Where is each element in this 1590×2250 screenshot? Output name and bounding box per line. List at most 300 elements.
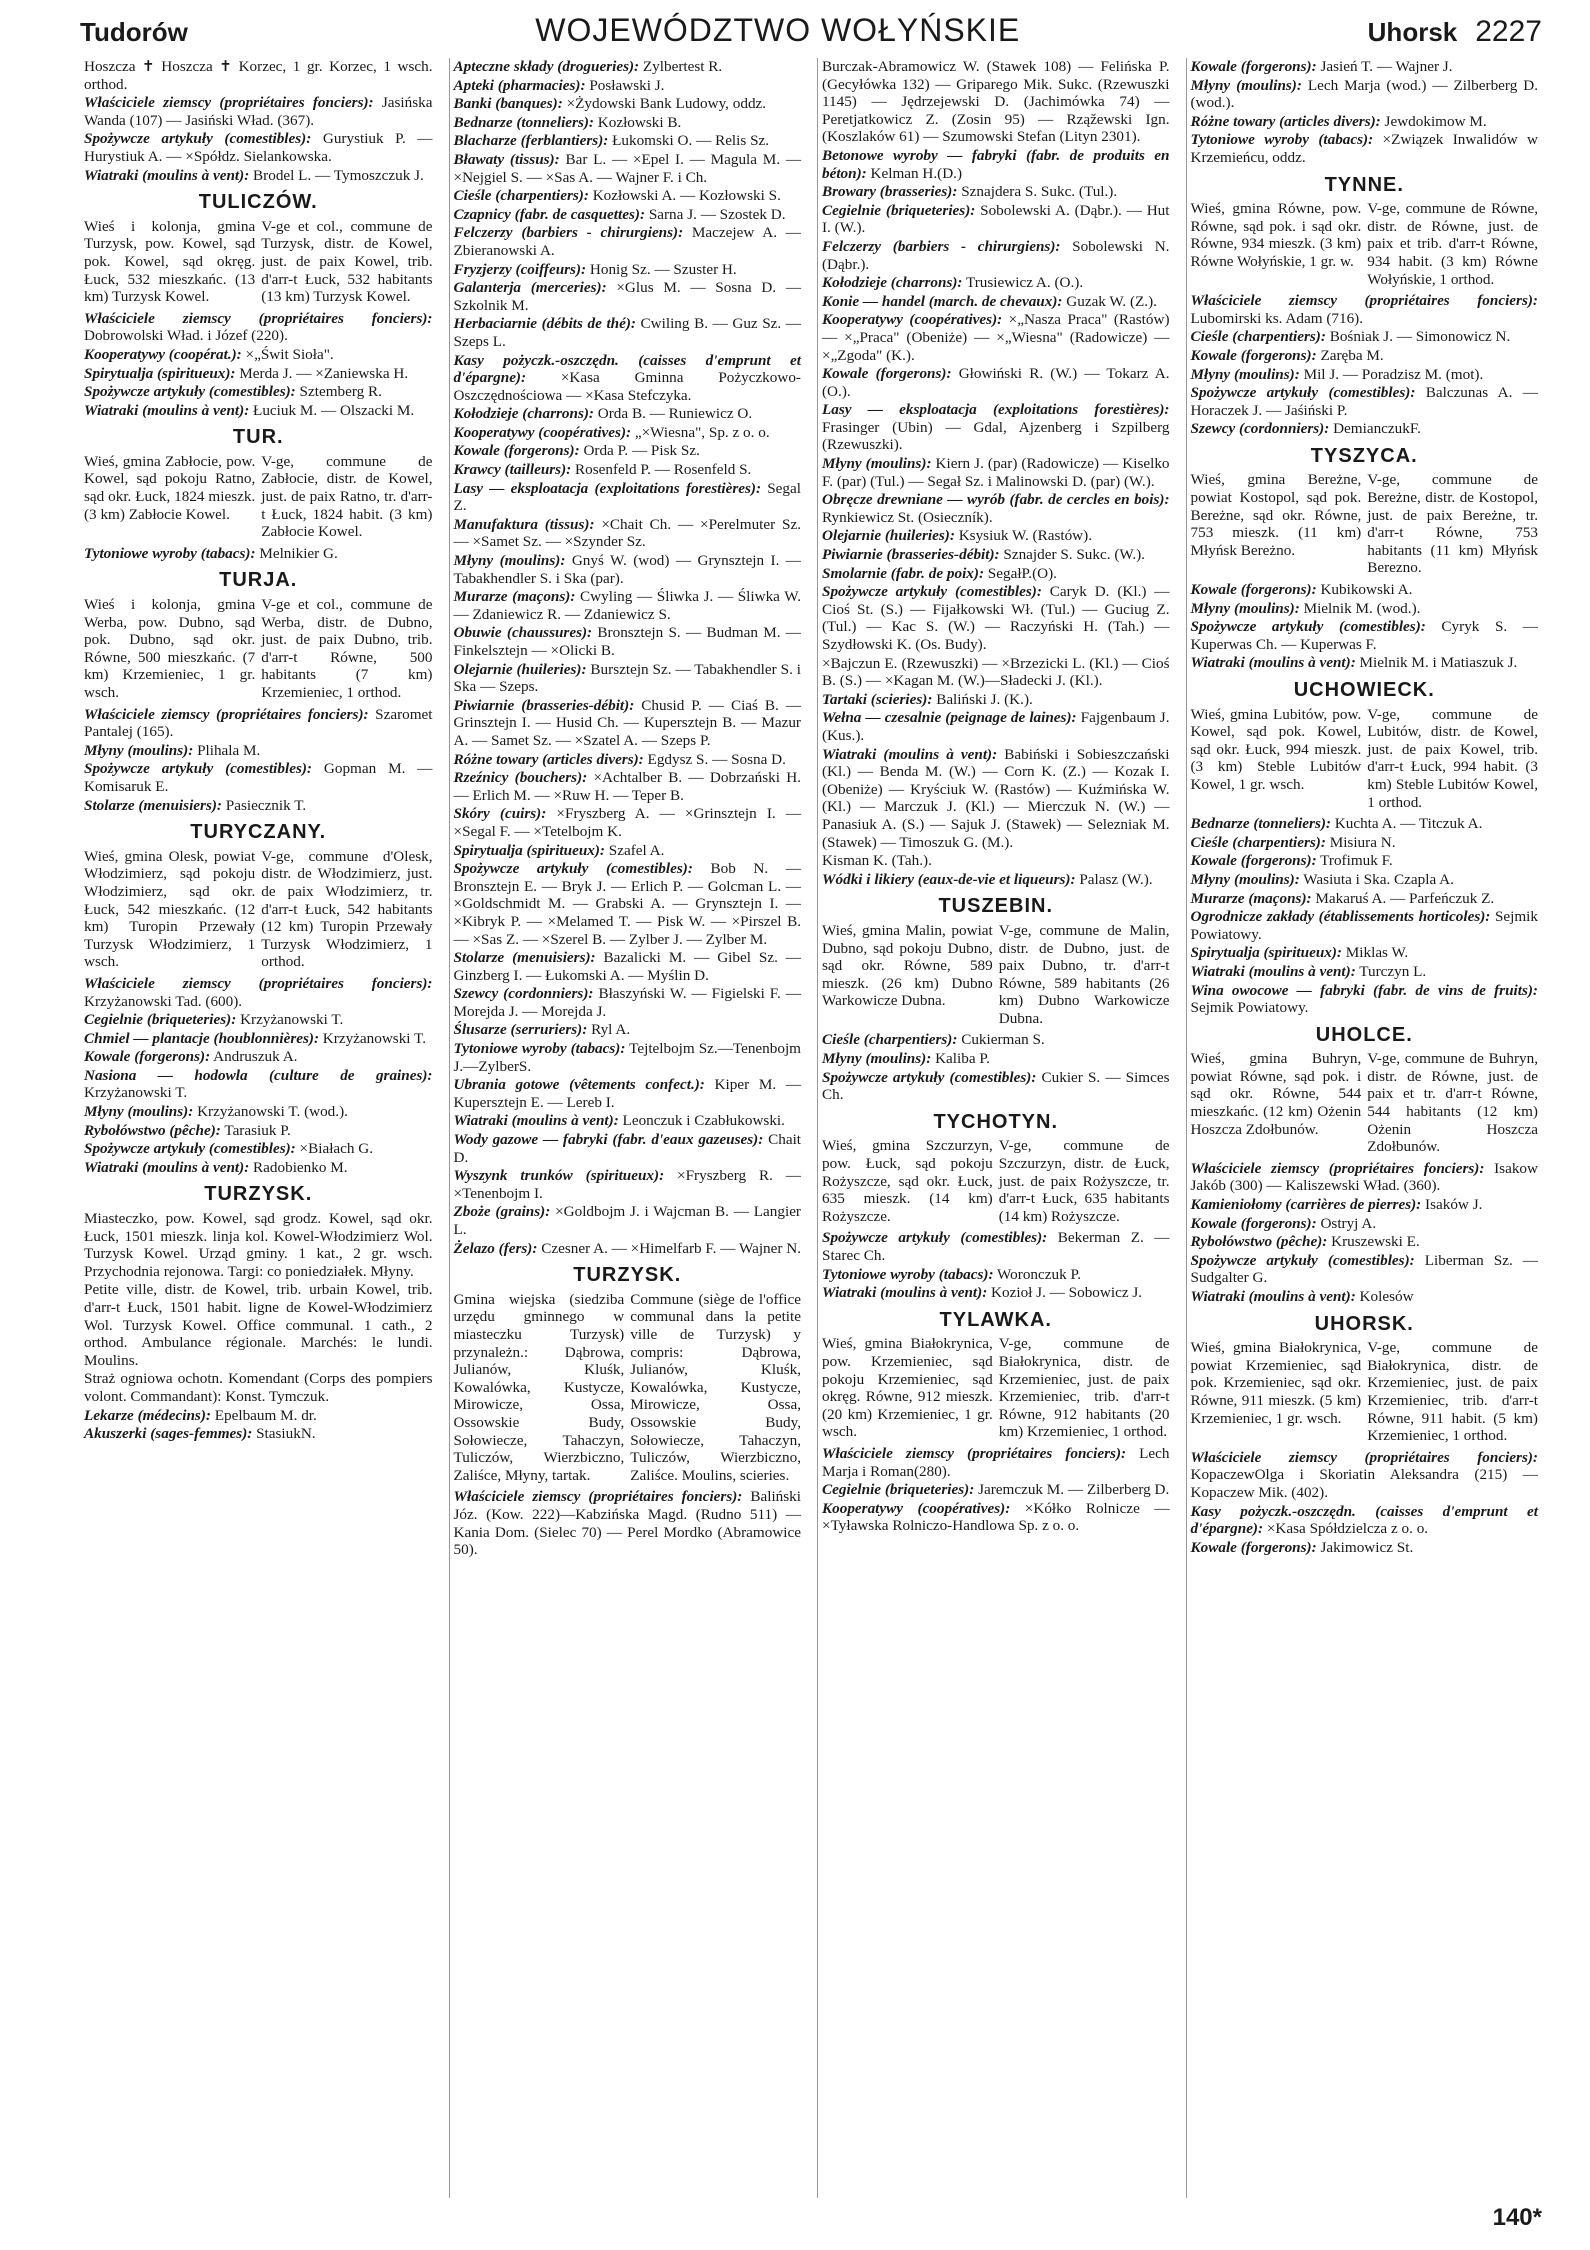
locality-heading: TURZYSK.	[204, 1183, 313, 1206]
trade-category: Obuwie (chaussures):	[453, 624, 593, 642]
directory-entry	[1191, 58, 1539, 76]
directory-entry	[84, 1048, 433, 1066]
running-head-word: Uhorsk	[1367, 17, 1458, 47]
entry-names: Jasień T. — Wajner J.	[1316, 58, 1453, 75]
entry-names: Petite ville, distr. de Kowel, trib. urbain Kowel, trib. d'arr-t Łuck, 1501 habit. ligne de Kowel-Włodzimierz Wol. Turzysk Kowel. Office communal. 1 cath., 2 orthod. Ambulance régionale. Marchés: le lundi. Moulins.	[84, 1281, 433, 1369]
entry-names: Sznajdera S. Sukc. (Tul.).	[957, 183, 1118, 201]
description-polish: Wieś, gmina Malin, powiat Dubno, sąd pokoju Dubno, sąd okr. Równe, 589 mieszk. (26 km) Dubno Warkowicze Dubna.	[822, 921, 993, 1010]
directory-entry	[822, 311, 1170, 364]
locality-heading: TYNNE.	[1324, 173, 1404, 196]
directory-entry	[1191, 328, 1539, 346]
directory-entry	[454, 480, 802, 515]
entry-names: Krzyżanowski Tad. (600).	[84, 992, 243, 1010]
entry-names: Kubikowski A.	[1316, 581, 1413, 599]
entry-names: Ryl A.	[587, 1021, 631, 1039]
entry-names: Mielnik M. i Matiaszuk J.	[1355, 654, 1518, 672]
locality-heading: TULICZÓW.	[198, 191, 318, 214]
trade-category: Olejarnie (huileries):	[453, 660, 587, 678]
trade-category: Tytoniowe wyroby (tabacs):	[453, 1040, 626, 1058]
directory-entry	[84, 797, 433, 815]
directory-entry	[454, 1076, 802, 1111]
trade-category: Wiatraki (moulins à vent):	[822, 745, 998, 763]
entry-names: Sztemberg R.	[295, 383, 382, 401]
trade-category: Czapnicy (fabr. de casquettes):	[453, 205, 646, 223]
entry-names: Tejtelbojm Sz.—Tenenbojm J.—ZylberS.	[453, 1040, 801, 1075]
entry-names: SegałP.(O).	[984, 564, 1057, 582]
directory-entry	[1191, 654, 1539, 672]
directory-entry	[84, 310, 433, 345]
trade-category: Młyny (moulins):	[822, 1050, 932, 1068]
entry-names: Lech Marja (wod.) — Zilberberg D. (wod.).	[1190, 76, 1538, 112]
description-polish: Wieś i kolonja, gmina Turzysk, pow. Kowel, sąd pok. Kowel, sąd okręg. Łuck, 532 mieszkańc. (13 km) Turzysk Kowel.	[84, 217, 256, 306]
entry-names: ×Fryszberg A. — ×Grinsztejn I. — ×Segal F. — ×Tetelbojm K.	[453, 805, 802, 840]
entry-names: ×Fryszberg R. — ×Tenenbojm I.	[453, 1167, 801, 1202]
entry-names: Kiper M. — Kupersztejn E. — Lereb I.	[453, 1076, 801, 1111]
trade-category: Wiatraki (moulins à vent):	[84, 1158, 250, 1176]
trade-category: Cieśle (charpentiers):	[453, 187, 589, 205]
trade-category: Bednarze (tonneliers):	[453, 113, 594, 131]
entry-names: Kisman K. (Tah.).	[822, 852, 932, 870]
entry-names: Frasinger (Ubin) — Gdal, Ajzenberg i Szpilberg (Rzewuszki).	[822, 418, 1170, 454]
directory-entry	[1191, 852, 1539, 870]
trade-category: Olejarnie (huileries):	[822, 527, 955, 545]
entry-names: Lech Marja i Roman(280).	[822, 1444, 1170, 1480]
directory-entry	[454, 352, 802, 405]
trade-category: Felczerzy (barbiers - chirurgiens):	[453, 224, 684, 242]
text-column-4	[1186, 58, 1543, 2198]
entry-names: Sznajder S. Sukc. (W.).	[999, 546, 1145, 564]
trade-category: Spirytualja (spiritueux):	[84, 364, 236, 382]
directory-entry	[84, 365, 433, 383]
trade-category: Wiatraki (moulins à vent):	[84, 166, 250, 184]
directory-entry	[1191, 908, 1539, 943]
entry-names: Kruszewski E.	[1327, 1233, 1420, 1251]
trade-category: Apteczne składy (drogueries):	[453, 58, 640, 75]
trade-category: Tytoniowe wyroby (tabacs):	[822, 1265, 994, 1283]
trade-category: Młyny (moulins):	[453, 552, 566, 570]
trade-category: Rybołówstwo (pêche):	[84, 1121, 221, 1139]
directory-entry	[84, 742, 433, 760]
trade-category: Bławaty (tissus):	[453, 150, 560, 168]
directory-entry	[1191, 1252, 1539, 1287]
trade-category: Kowale (forgerons):	[822, 365, 952, 383]
running-head-left: Tudorów	[80, 17, 188, 47]
directory-entry	[454, 1021, 802, 1039]
directory-entry	[822, 1500, 1170, 1535]
trade-category: Kooperatywy (coopératives):	[453, 423, 632, 441]
entry-names: Jakimowicz St.	[1316, 1538, 1414, 1556]
directory-entry	[454, 95, 802, 113]
entry-names: Bośniak J. — Simonowicz N.	[1325, 328, 1511, 346]
trade-category: Kowale (forgerons):	[1190, 852, 1317, 870]
directory-entry	[454, 77, 802, 95]
directory-entry	[822, 1229, 1170, 1264]
directory-entry	[822, 293, 1170, 311]
directory-entry	[822, 183, 1170, 201]
trade-category: Ogrodnicze zakłady (établissements horticoles):	[1190, 908, 1491, 926]
entry-names: Kozioł J. — Sobowicz J.	[987, 1284, 1143, 1302]
entry-names: Cyryk S. — Kuperwas Ch. — Kuperwas F.	[1190, 618, 1538, 653]
entry-names: Rosenfeld P. — Rosenfeld S.	[571, 461, 752, 479]
entry-names: Caryk D. (Kl.) — Cioś St. (S.) — Fijałkowski Wł. (Tul.) — Guciug Z. (Tul.) — Kac S. (W.) — Raczyński H. (Tah.) — Szydłowski K. (Os. Budy).	[822, 583, 1170, 653]
description-french: V-ge, commune de Białokrynica, distr. de Krzemieniec, just. de paix Krzemieniec, trib. d'arr-t Równe, 912 habitants (20 km) Krzemieniec, 1 orthod.	[998, 1335, 1170, 1441]
trade-category: Cegielnie (briqueteries):	[84, 1011, 237, 1029]
directory-entry	[454, 751, 802, 769]
trade-category: Cegielnie (briqueteries):	[822, 201, 976, 219]
entry-names: Palasz (W.).	[1075, 870, 1153, 888]
description-polish: Wieś, gmina Bereżne, powiat Kostopol, sąd pok. Bereżne, sąd okr. Równe, 753 mieszk. (11 km) Młyńsk Bereżno.	[1190, 471, 1362, 559]
entry-names: Krzyżanowski T.	[84, 1084, 188, 1102]
entry-names: Isaków J.	[1421, 1196, 1483, 1214]
trade-category: Właściciele ziemscy (propriétaires fonciers):	[1190, 292, 1538, 310]
directory-entry	[454, 516, 802, 551]
entry-names: Krzyżanowski T.	[236, 1011, 344, 1029]
locality-description	[822, 922, 1170, 1028]
trade-category: Tytoniowe wyroby (tabacs):	[1190, 131, 1374, 149]
directory-entry	[1191, 1233, 1539, 1251]
entry-names: Makaruś A. — Parfeńczuk Z.	[1311, 889, 1495, 907]
trade-category: Cieśle (charpentiers):	[1190, 833, 1326, 851]
trade-category: Właściciele ziemscy (propriétaires fonciers):	[84, 309, 433, 327]
entry-names: Liberman Sz. — Sudgalter G.	[1190, 1251, 1538, 1287]
directory-entry	[1191, 1503, 1539, 1538]
trade-category: Kowale (forgerons):	[453, 442, 580, 460]
trade-category: Kamieniołomy (carrières de pierres):	[1190, 1196, 1422, 1214]
trade-category: Betonowe wyroby — fabryki (fabr. de produits en béton):	[822, 146, 1170, 182]
directory-entry	[822, 202, 1170, 237]
trade-category: Zboże (grains):	[453, 1203, 551, 1221]
entry-names: Ostryj A.	[1316, 1214, 1377, 1232]
directory-entry	[454, 985, 802, 1020]
directory-entry	[84, 1281, 433, 1369]
description-french: V-ge, commune de Białokrynica, distr. de Krzemieniec, just. de paix Krzemieniec, trib. d'arr-t Równe, 911 habit. (5 km) Krzemieniec, 1 orthod.	[1367, 1339, 1538, 1445]
entry-names: Guzak W. (Z.).	[1062, 292, 1157, 310]
directory-entry	[822, 546, 1170, 564]
entry-names: Bursztejn Sz. — Tabakhendler S. i Ska — Szeps.	[453, 660, 801, 696]
directory-entry	[84, 1159, 433, 1177]
description-polish: Wieś, gmina Białokrynica, powiat Krzemieniec, sąd pok. Krzemieniec, sąd okr. Równe, 911 mieszk. (5 km) Krzemieniec, 1 gr. wsch.	[1190, 1339, 1362, 1427]
directory-entry	[822, 655, 1170, 690]
entry-names: Epelbaum M. dr.	[210, 1406, 317, 1424]
trade-category: Spożywcze artykuły (comestibles):	[822, 1068, 1037, 1086]
directory-entry	[822, 1481, 1170, 1499]
trade-category: Manufaktura (tissus):	[453, 515, 595, 533]
directory-entry	[454, 805, 802, 840]
directory-entry	[454, 860, 802, 948]
description-french: Commune (siège de l'office communal dans la petite ville de Turzysk) y compris: Dąbrowa, Julianów, Kluśk, Kowalówka, Kustycze, Mirowicze, Ossa, Ossowskie Budy, Sołowiecze, Tahaczyn, Tuliczów, Wierzbiczno, Zaliśce. Moulins, scieries.	[630, 1290, 801, 1484]
directory-entry	[1191, 600, 1539, 618]
directory-entry	[822, 583, 1170, 653]
entry-names: ×Goldbojm J. i Wajcman B. — Langier L.	[453, 1203, 801, 1238]
directory-entry	[454, 206, 802, 224]
description-polish: Wieś, gmina Zabłocie, pow. Kowel, sąd pokoju Ratno, sąd okr. Łuck, 1824 mieszk. (3 km) Zabłocie Kowel.	[84, 452, 256, 523]
entry-names: Kolesów	[1355, 1288, 1414, 1305]
description-french: V-ge, commune de Malin, distr. de Dubno, just. de paix Dubno, tr. d'arr-t Równe, 589 habitants (26 km) Dubno Warkowicze Dubna.	[998, 921, 1170, 1027]
directory-entry	[1191, 1215, 1539, 1233]
trade-category: Kooperatywy (coopératives):	[822, 311, 1003, 329]
locality-heading: UCHOWIECK.	[1293, 679, 1435, 701]
entry-names: Trusiewicz A. (O.).	[962, 274, 1084, 292]
trade-category: Spożywcze artykuły (comestibles):	[1190, 1251, 1415, 1269]
directory-entry	[1191, 384, 1539, 419]
trade-category: Młyny (moulins):	[84, 741, 194, 759]
directory-entry	[822, 1445, 1170, 1480]
trade-category: Galanterja (merceries):	[453, 279, 607, 297]
trade-category: Kowale (forgerons):	[84, 1048, 211, 1066]
entry-names: Sobolewski N. (Dąbr.).	[822, 237, 1170, 273]
page-header	[80, 12, 1542, 58]
directory-entry	[84, 1011, 433, 1029]
entry-names: Bob N. — Bronsztejn E. — Bryk J. — Erlich P. — Golcman L. — ×Goldschmidt M. — Grabski A. — Grynsztejn I. — ×Kibryk P. — ×Melamed T. — Pisk W. — ×Pirszel B. — ×Sas Z. — ×Szerel B. — Zylber J. — Zylber M.	[453, 860, 801, 948]
trade-category: Wiatraki (moulins à vent):	[453, 1112, 619, 1130]
trade-category: Spożywcze artykuły (comestibles):	[1190, 618, 1426, 636]
locality-heading: TYCHOTYN.	[933, 1110, 1059, 1133]
directory-entry	[454, 224, 802, 259]
description-polish: Wieś, gmina Równe, pow. Równe, sąd pok. i sąd okr. Równe, 934 mieszk. (3 km) Równe Wołyńskie, 1 gr. w.	[1190, 200, 1362, 270]
trade-category: Chmiel — plantacje (houblonnières):	[84, 1029, 319, 1047]
directory-entry	[822, 1069, 1170, 1104]
directory-entry	[84, 402, 433, 420]
entry-names: Kiern J. (par) (Radowicze) — Kiselko F. (par) (Tul.) — Segał Sz. i Malinowski D. (par) (W.).	[822, 455, 1170, 490]
locality-description	[84, 848, 433, 971]
directory-entry	[454, 552, 802, 587]
trade-category: Fryzjerzy (coiffeurs):	[453, 260, 587, 278]
directory-entry	[822, 527, 1170, 545]
trade-category: Kołodzieje (charrons):	[822, 274, 963, 292]
entry-names: Baliński J. (K.).	[932, 690, 1033, 708]
directory-entry	[822, 274, 1170, 292]
trade-category: Szewcy (cordonniers):	[453, 985, 594, 1003]
trade-category: Młyny (moulins):	[1190, 599, 1300, 617]
directory-entry	[84, 1407, 433, 1425]
directory-entry	[454, 442, 802, 460]
trade-category: Młyny (moulins):	[1190, 870, 1300, 888]
directory-entry	[1191, 113, 1539, 131]
trade-category: Młyny (moulins):	[1190, 365, 1300, 383]
directory-entry	[454, 424, 802, 442]
locality-description	[84, 453, 433, 541]
directory-entry	[1191, 1288, 1539, 1306]
description-french: V-ge, commune de Bereżne, distr. de Kostopol, just. de paix Bereżne, tr. d'arr-t Równe, 753 habitants (11 km) Młyńsk Berezno.	[1367, 471, 1538, 577]
entry-names: Miklas W.	[1341, 944, 1409, 962]
entry-names: Zaręba M.	[1316, 346, 1384, 364]
trade-category: Blacharze (ferblantiers):	[453, 132, 609, 150]
description-polish: Wieś, gmina Lubitów, pow. Kowel, sąd pok. Kowel, sąd okr. Łuck, 994 mieszk. (3 km) Steble Lubitów Kowel, 1 gr. wsch.	[1190, 705, 1362, 793]
entry-names: Lubomirski ks. Adam (716).	[1190, 309, 1364, 327]
directory-entry	[454, 1488, 802, 1558]
locality-description	[822, 1335, 1170, 1441]
trade-category: Stolarze (menuisiers):	[453, 949, 596, 967]
directory-entry	[84, 975, 433, 1010]
trade-category: Spożywcze artykuły (comestibles):	[84, 760, 312, 778]
entry-names: ×Związek Inwalidów w Krzemieńcu, oddz.	[1190, 131, 1538, 166]
entry-names: ×Kasa Gminna Pożyczkowo-Oszczędnościowa — ×Kasa Stefczyka.	[453, 369, 801, 404]
entry-names: Głowiński R. (W.) — Tokarz A. (O.).	[822, 365, 1170, 400]
entry-names: Radobienko M.	[249, 1158, 348, 1176]
entry-names: Burczak-Abramowicz W. (Stawek 108) — Felińska P. (Gecyłówka 132) — Griparego Mik. Sukc. (Rzewuszki 1145) — Jędrzejewski D. (Jachimówka 74) — Peretjatkowicz Z. (Zosin 95) — Rząžewski Ign. (Koszlaków 61) — Szumowski Stefan (Lityn 2301).	[822, 58, 1170, 146]
directory-entry	[454, 588, 802, 623]
entry-names: Tarasiuk P.	[220, 1121, 291, 1139]
directory-entry	[454, 58, 802, 76]
entry-names: Trofimuk F.	[1316, 852, 1393, 870]
entry-names: Plihala M.	[193, 741, 261, 759]
entry-names: Mil J. — Poradzisz M. (mot).	[1299, 365, 1484, 383]
trade-category: Lasy — eksploatacja (exploitations forestières):	[453, 479, 762, 497]
trade-category: Browary (brasseries):	[822, 183, 958, 201]
entry-names: Cukierman S.	[957, 1031, 1045, 1049]
locality-description	[1191, 471, 1539, 577]
trade-category: Spożywcze artykuły (comestibles):	[822, 583, 1042, 601]
directory-entry	[84, 1425, 433, 1443]
trade-category: Smolarnie (fabr. de poix):	[822, 564, 984, 582]
trade-category: Piwiarnie (brasseries-débit):	[453, 696, 635, 714]
directory-entry	[454, 1131, 802, 1166]
trade-category: Herbaciarnie (débits de thé):	[453, 315, 636, 333]
trade-category: Konie — handel (march. de chevaux):	[822, 292, 1063, 310]
trade-category: Ubrania gotowe (vêtements confect.):	[453, 1076, 705, 1094]
trade-category: Spożywcze artykuły (comestibles):	[84, 383, 296, 401]
description-french: V-ge, commune d'Olesk, distr. de Włodzimierz, just. de paix Włodzimierz, tr. d'arr-t Łuck, 542 habitants (12 km) Turopin Przewały Turzysk Włodzimierz, 1 orthod.	[261, 847, 433, 971]
directory-columns	[80, 58, 1542, 2198]
trade-category: Kowale (forgerons):	[1190, 1214, 1317, 1232]
trade-category: Spirytualja (spiritueux):	[453, 841, 605, 859]
trade-category: Tytoniowe wyroby (tabacs):	[84, 544, 256, 562]
trade-category: Ślusarze (serruriers):	[453, 1021, 588, 1039]
entry-names: Dobrowolski Wład. i Józef (220).	[84, 327, 288, 345]
locality-heading: TURZYSK.	[573, 1264, 682, 1287]
directory-entry	[1191, 1539, 1539, 1557]
entry-names: Melnikier G.	[255, 544, 338, 562]
locality-heading: UHORSK.	[1314, 1312, 1414, 1335]
trade-category: Właściciele ziemscy (propriétaires fonciers):	[822, 1444, 1127, 1462]
entry-names: Zylbertest R.	[639, 58, 723, 75]
locality-heading: TURYCZANY.	[190, 821, 327, 844]
directory-entry	[84, 545, 433, 563]
directory-entry	[1191, 1160, 1539, 1195]
trade-category: Spirytualja (spiritueux):	[1190, 944, 1342, 962]
entry-names: DemianczukF.	[1329, 420, 1421, 438]
entry-names: ×Glus M. — Sosna D. — Szkolnik M.	[453, 279, 802, 314]
trade-category: Wiatraki (moulins à vent):	[1190, 1288, 1356, 1305]
directory-entry	[1191, 890, 1539, 908]
entry-names: Honig Sz. — Szuster H.	[586, 260, 737, 278]
entry-names: Bekerman Z. — Starec Ch.	[822, 1229, 1170, 1264]
trade-category: Wódki i likiery (eaux-de-vie et liqueurs):	[822, 870, 1076, 888]
trade-category: Rzeźnicy (bouchers):	[453, 769, 588, 787]
locality-description	[84, 596, 433, 702]
directory-entry	[454, 151, 802, 186]
directory-entry	[1191, 77, 1539, 112]
trade-category: Młyny (moulins):	[1190, 76, 1302, 94]
entry-names: StasiukN.	[252, 1425, 316, 1443]
directory-entry	[454, 842, 802, 860]
directory-entry	[454, 261, 802, 279]
trade-category: Lekarze (médecins):	[84, 1406, 211, 1424]
entry-names: Szaromet Pantalej (165).	[84, 705, 433, 741]
entry-names: Turczyn L.	[1355, 962, 1427, 980]
entry-names: „×Wiesna", Sp. z o. o.	[631, 423, 770, 441]
locality-description	[84, 218, 433, 306]
entry-names: Cwyling — Śliwka J. — Śliwka W. — Zdaniewicz R. — Zdaniewicz S.	[453, 588, 801, 623]
entry-names: Balczunas A. — Horaczek J. — Jaśiński P.	[1190, 384, 1538, 419]
entry-names: Orda P. — Pisk Sz.	[579, 442, 700, 460]
entry-names: ×Białach G.	[295, 1140, 374, 1158]
directory-entry	[454, 315, 802, 350]
entry-names: Isakow Jakób (300) — Kaliszewski Wład. (360).	[1190, 1159, 1538, 1195]
directory-entry	[84, 58, 433, 93]
entry-names: Kuchta A. — Titczuk A.	[1330, 815, 1483, 833]
entry-names: ×Achtalber B. — Dobrzański H. — Erlich M. — ×Ruw H. — Teper B.	[453, 769, 801, 804]
trade-category: Różne towary (articles divers):	[1190, 112, 1381, 130]
directory-entry	[454, 279, 802, 314]
trade-category: Właściciele ziemscy (propriétaires fonciers):	[84, 94, 374, 112]
trade-category: Obręcze drewniane — wyrób (fabr. de cercles en bois):	[822, 491, 1170, 509]
trade-category: Nasiona — hodowla (culture de graines):	[84, 1066, 433, 1084]
locality-description	[822, 1137, 1170, 1225]
directory-entry	[822, 58, 1170, 146]
locality-heading: TUSZEBIN.	[938, 895, 1054, 918]
directory-entry	[84, 94, 433, 129]
trade-category: Cegielnie (briqueteries):	[822, 1481, 975, 1499]
description-polish: Wieś, gmina Białokrynica, pow. Krzemieniec, sąd pokoju Krzemieniec, sąd okręg. Równe, 912 mieszk. (20 km) Krzemieniec, 1 gr. wsch.	[822, 1335, 993, 1441]
directory-entry	[822, 1050, 1170, 1068]
entry-names: Maczejew A. — Zbieranowski A.	[453, 224, 801, 259]
trade-category: Właściciele ziemscy (propriétaires fonciers):	[453, 1488, 743, 1506]
directory-entry	[1191, 581, 1539, 599]
entry-names: Szafel A.	[604, 841, 665, 859]
page-signature: 140*	[1492, 2204, 1542, 2231]
directory-entry	[454, 405, 802, 423]
entry-names: Miasteczko, pow. Kowel, sąd grodz. Kowel, sąd okr. Łuck, 1501 mieszk. linja kol. Kowel-Włodzimierz Wol. Turzysk Kowel. Urząd gminy. 1 kat., 2 gr. wsch. Przychodnia rejonowa. Targi: co poniedziałek. Młyny.	[84, 1210, 433, 1280]
description-french: V-ge, commune de Zabłocie, distr. de Kowel, just. de paix Ratno, tr. d'arr-t Łuck, 1824 habit. (3 km) Zabłocie Kowel.	[261, 452, 433, 541]
trade-category: Cieśle (charpentiers):	[822, 1031, 958, 1049]
entry-names: Misiura N.	[1325, 833, 1396, 851]
entry-names: Babiński i Sobieszczański (Kl.) — Bendа M. (W.) — Corn K. (Z.) — Kozak I. (Obeniże) — Kryściuk W. (Rastów) — Kuźmińska W. (Kl.) — Marczuk J. (Kl.) — Mierczuk N. (W.) — Panasiuk A. (S.) — Sajuk J. (Stawek) — Selezniak M. (Stawek) — Timoszuk G. (M.).	[822, 745, 1170, 851]
text-column-1	[80, 58, 437, 2198]
trade-category: Krawcy (tailleurs):	[453, 461, 572, 479]
entry-names: Łuciuk M. — Olszacki M.	[249, 401, 415, 419]
trade-category: Właściciele ziemscy (propriétaires fonciers):	[84, 974, 433, 992]
directory-entry	[1191, 944, 1539, 962]
entry-names: Bronsztejn S. — Budman M. — Finkelsztejn — ×Olicki B.	[453, 624, 801, 659]
trade-category: Spożywcze artykuły (comestibles):	[84, 130, 312, 148]
directory-entry	[454, 132, 802, 150]
directory-entry	[1191, 815, 1539, 833]
entry-names: Wasiuta i Ska. Czapla A.	[1299, 870, 1454, 888]
trade-category: Apteki (pharmacies):	[453, 76, 586, 94]
entry-names: Chait D.	[453, 1131, 802, 1166]
directory-entry	[84, 1030, 433, 1048]
entry-names: Hoszcza ✝ Hoszcza ✝ Korzec, 1 gr. Korzec, 1 wsch. orthod.	[84, 58, 433, 93]
directory-entry	[84, 1122, 433, 1140]
directory-entry	[822, 1284, 1170, 1302]
trade-category: Szewcy (cordonniers):	[1190, 420, 1330, 438]
running-head-right	[1368, 15, 1542, 49]
description-french: V-ge, commune de Buhryn, distr. de Równe, just. de paix et tr. d'arr-t Równe, 544 habitants (12 km) Ożenin Hoszcza Zdołbunów.	[1367, 1050, 1538, 1156]
trade-category: Skóry (cuirs):	[453, 805, 547, 823]
directory-entry	[84, 1140, 433, 1158]
directory-entry	[84, 130, 433, 165]
trade-category: Kasy pożyczk.-oszczędn. (caisses d'emprunt et d'épargne):	[453, 351, 801, 387]
description-french: V-ge, commune de Równe, distr. de Równe, just. de paix et trib. d'arr-t Równe, 934 habit. (3 km) Równe Wołyńskie, 1 orthod.	[1367, 200, 1538, 288]
description-polish: Wieś, gmina Buhryn, powiat Równe, sąd pok. i sąd okr. Równe, 544 mieszkańc. (12 km) Ożenin Hoszcza Zdołbunów.	[1190, 1050, 1362, 1138]
entry-names: Straż ogniowa ochotn. Komendant (Corps des pompiers volont. Commandant): Konst. Tymczuk.	[84, 1370, 433, 1405]
directory-entry	[454, 187, 802, 205]
entry-names: Fajgenbaum J. (Kus.).	[822, 709, 1170, 744]
entry-names: Gnyś W. (wod) — Grynsztejn I. — Tabakhendler S. i Ska (par).	[453, 552, 801, 587]
locality-description	[1191, 706, 1539, 812]
trade-category: Rybołówstwo (pêche):	[1190, 1233, 1328, 1251]
